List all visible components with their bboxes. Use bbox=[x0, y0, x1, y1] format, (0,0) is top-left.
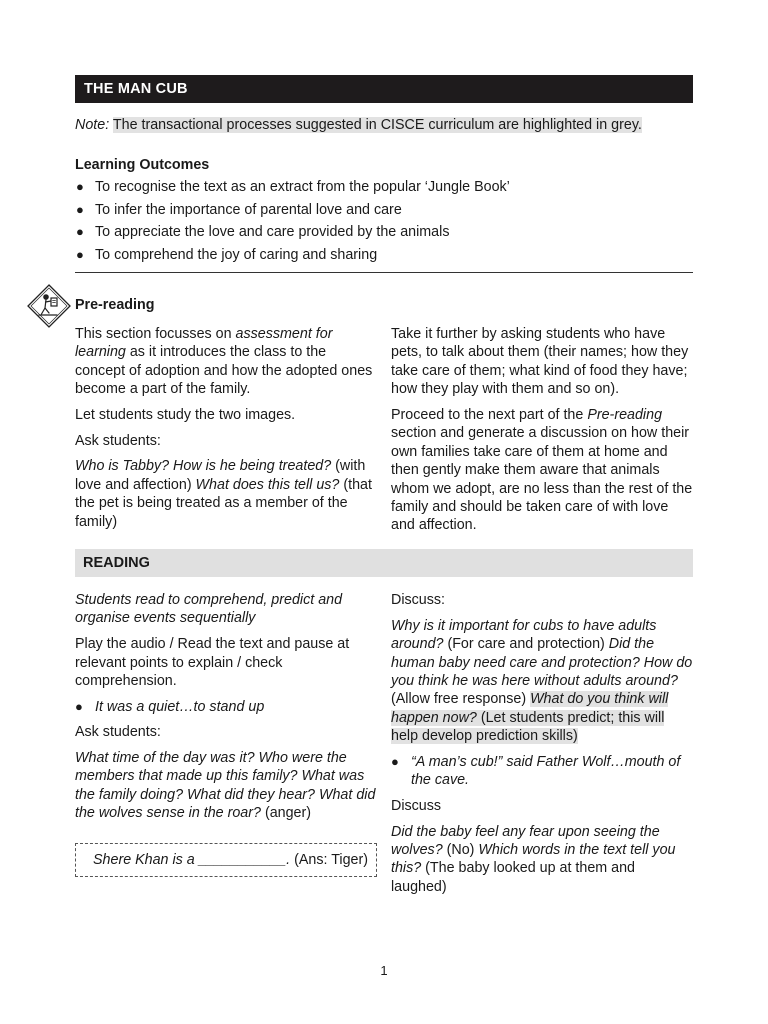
bullet-icon: ● bbox=[75, 698, 83, 714]
text-run-italic: Which words in the text tell you this? bbox=[391, 842, 676, 877]
text-run-italic: What does this tell us? bbox=[195, 476, 340, 493]
list-item-text: It was a quiet…to stand up bbox=[95, 698, 265, 715]
section-divider bbox=[75, 272, 693, 273]
question-box bbox=[75, 843, 377, 877]
page-number: 1 bbox=[380, 963, 388, 978]
text-run: (Allow free response) bbox=[391, 691, 531, 708]
list-item bbox=[75, 223, 693, 246]
text-run: This section focusses on bbox=[75, 326, 236, 342]
pre-reading-icon bbox=[27, 284, 71, 328]
paragraph: Ask students: bbox=[75, 432, 161, 449]
paragraph: Ask students: bbox=[75, 724, 161, 741]
paragraph bbox=[75, 591, 377, 628]
reading-left-column bbox=[75, 591, 377, 830]
pre-reading-right-column bbox=[391, 325, 693, 542]
text-run: Proceed to the next part of the bbox=[391, 406, 588, 423]
list-item-text: To recognise the text as an extract from the popular ‘Jungle Book’ bbox=[95, 179, 510, 195]
text-run-italic: assessment for learning bbox=[75, 326, 333, 361]
text-run: (For care and protection) bbox=[443, 636, 609, 653]
learning-outcomes-list bbox=[75, 178, 693, 268]
list-item-text: To appreciate the love and care provided by the animals bbox=[95, 224, 450, 241]
list-item-text: “A man’s cub!” said Father Wolf…mouth of the cave. bbox=[411, 753, 681, 789]
text-run-italic: Did the baby feel any fear upon seeing the wolves? bbox=[391, 823, 660, 859]
section-title-bar bbox=[75, 75, 693, 103]
list-item bbox=[75, 246, 693, 269]
note-label: Note: bbox=[75, 117, 110, 133]
paragraph bbox=[75, 457, 377, 531]
bullet-icon: ● bbox=[76, 201, 84, 217]
text-run: (anger) bbox=[260, 805, 312, 822]
text-run-italic: What time of the day was it? Who were the members that made up this family? What was the family doing? What did they hear? What did the wolves sense in the roar? bbox=[75, 750, 376, 822]
bullet-icon: ● bbox=[76, 179, 84, 194]
paragraph bbox=[391, 617, 693, 746]
list-item bbox=[75, 201, 693, 224]
text-run-italic: Who is Tabby? How is he being treated? bbox=[75, 458, 332, 475]
text-run-highlighted: (Let students predict; this will help develop prediction skills) bbox=[391, 709, 665, 745]
question-text: Shere Khan is a ___________. bbox=[93, 852, 291, 868]
pre-reading-title: Pre-reading bbox=[75, 297, 155, 313]
list-item-text: To comprehend the joy of caring and sharing bbox=[95, 246, 378, 263]
paragraph: Let students study the two images. bbox=[75, 406, 296, 423]
paragraph bbox=[391, 823, 693, 897]
list-item bbox=[75, 698, 377, 716]
pre-reading-left-column bbox=[75, 325, 377, 538]
text-run-italic-highlighted: What do you think will happen now? bbox=[391, 691, 669, 726]
text-run-italic: Students read to comprehend, predict and organise events sequentially bbox=[75, 592, 343, 627]
text-run-italic: Did the human baby need care and protection? How do you think he was here without adults around? bbox=[391, 636, 693, 689]
reading-title: READING bbox=[83, 555, 150, 571]
text-run: (with love and affection) bbox=[75, 458, 366, 493]
paragraph bbox=[75, 749, 377, 823]
paragraph: Take it further by asking students who have pets, to talk about them (their names; how they take care of them; what kind of food they have; how they play with them and so on). bbox=[391, 326, 689, 398]
text-run-italic: Why is it important for cubs to have adults around? bbox=[391, 617, 657, 653]
text-run: (that the pet is being treated as a member of the family) bbox=[75, 476, 372, 530]
reading-right-column bbox=[391, 591, 693, 904]
section-title: THE MAN CUB bbox=[84, 81, 188, 97]
answer-text: (Ans: Tiger) bbox=[290, 852, 369, 868]
paragraph bbox=[75, 325, 377, 399]
text-run: (No) bbox=[442, 842, 479, 859]
note-line bbox=[75, 116, 715, 134]
paragraph: Play the audio / Read the text and pause at relevant points to explain / check comprehension. bbox=[75, 636, 350, 689]
text-run: as it introduces the class to the concept of adoption and how the adopted ones become a part of the family. bbox=[75, 344, 373, 398]
paragraph: Discuss: bbox=[391, 592, 446, 608]
note-text: The transactional processes suggested in CISCE curriculum are highlighted in grey. bbox=[112, 117, 642, 133]
paragraph bbox=[391, 406, 693, 535]
paragraph: Discuss bbox=[391, 797, 442, 814]
text-run: (The baby looked up at them and laughed) bbox=[391, 860, 636, 895]
reading-section-bar bbox=[75, 549, 693, 577]
text-run-italic: Pre-reading bbox=[587, 406, 663, 423]
list-item-text: To infer the importance of parental love and care bbox=[95, 201, 402, 218]
list-item bbox=[391, 753, 693, 790]
learning-outcomes-title: Learning Outcomes bbox=[75, 157, 210, 173]
list-item bbox=[75, 178, 693, 201]
bullet-icon: ● bbox=[76, 246, 84, 262]
bullet-icon: ● bbox=[76, 224, 84, 240]
bullet-icon: ● bbox=[391, 753, 399, 769]
text-run: section and generate a discussion on how their own families take care of them at home and then gently make them aware that animals whom we adopt, are no less than the rest of the family and should be taken care of with love and affection. bbox=[391, 425, 693, 534]
